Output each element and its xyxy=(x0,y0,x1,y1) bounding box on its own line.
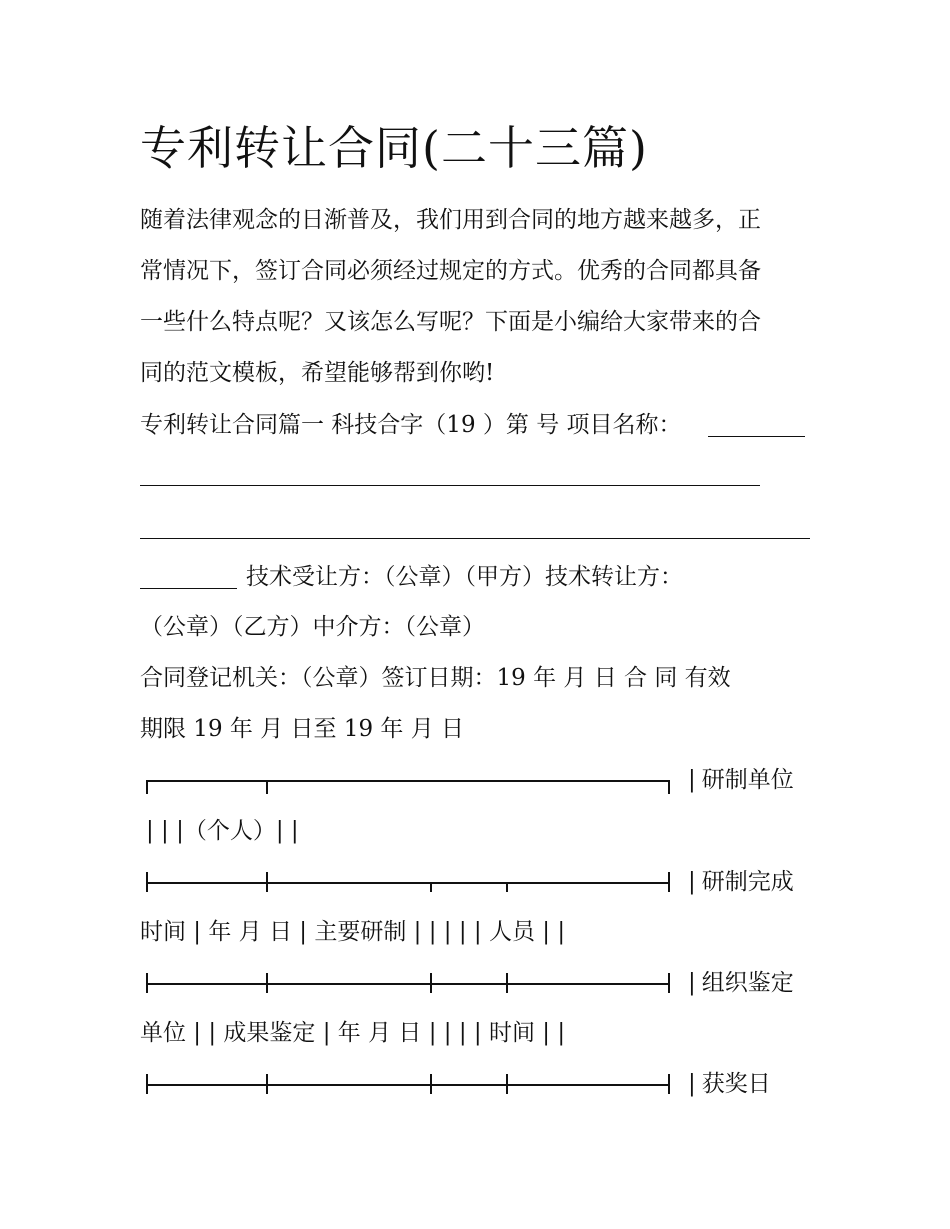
section1-header: 专利转让合同篇一 科技合字（19 ）第 号 项目名称： xyxy=(140,412,682,438)
table-row-1: | | |（个人）| | xyxy=(146,818,299,844)
intro-paragraph xyxy=(140,205,810,409)
table-tick xyxy=(266,872,268,892)
table-tick xyxy=(266,973,268,993)
table-tick xyxy=(506,882,508,892)
side-label-dev-complete xyxy=(688,867,794,897)
validity-line: 期限 19 年 月 日至 19 年 月 日 xyxy=(140,716,465,742)
intro-line: 常情况下，签订合同必须经过规定的方式。优秀的合同都具备 xyxy=(140,258,761,284)
table-tick xyxy=(430,973,432,993)
side-label-text: 研制单位 xyxy=(701,767,794,793)
side-bar: | xyxy=(688,970,696,996)
table-rule xyxy=(146,1084,670,1086)
side-bar: | xyxy=(688,1071,696,1097)
table-tick xyxy=(146,973,148,993)
side-label-dev-unit xyxy=(688,765,794,795)
table-row-3: 单位 | | 成果鉴定 | 年 月 日 | | | | 时间 | | xyxy=(140,1020,566,1046)
table-tick xyxy=(506,973,508,993)
table-tick xyxy=(506,1074,508,1094)
intro-line: 随着法律观念的日渐普及，我们用到合同的地方越来越多，正 xyxy=(140,207,761,233)
table-row-2: 时间 | 年 月 日 | 主要研制 | | | | | 人员 | | xyxy=(140,919,566,945)
side-label-text: 获奖日 xyxy=(701,1071,771,1097)
table-tick xyxy=(668,780,670,794)
parties-line-2: （公章）（乙方）中介方：（公章） xyxy=(140,614,485,640)
blank-line xyxy=(140,538,810,539)
registration-line: 合同登记机关：（公章）签订日期：19 年 月 日 合 同 有效 xyxy=(140,665,731,691)
side-label-award-date xyxy=(688,1069,771,1099)
table-tick xyxy=(430,882,432,892)
table-tick xyxy=(266,780,268,794)
table-tick xyxy=(668,973,670,993)
project-name-blank xyxy=(708,436,805,437)
table-rule xyxy=(146,780,670,782)
side-bar: | xyxy=(688,869,696,895)
side-label-text: 研制完成 xyxy=(701,869,794,895)
side-label-org-appraisal xyxy=(688,968,794,998)
intro-line: 一些什么特点呢？又该怎么写呢？下面是小编给大家带来的合 xyxy=(140,309,761,335)
side-bar: | xyxy=(688,767,696,793)
table-tick xyxy=(430,1074,432,1094)
table-tick xyxy=(266,1074,268,1094)
table-tick xyxy=(668,872,670,892)
table-rule xyxy=(146,983,670,985)
intro-line: 同的范文模板，希望能够帮到你哟! xyxy=(140,360,495,386)
side-label-text: 组织鉴定 xyxy=(701,970,794,996)
table-tick xyxy=(668,1074,670,1094)
parties-line-1: 技术受让方：（公章）（甲方）技术转让方： xyxy=(246,564,683,590)
table-tick xyxy=(146,872,148,892)
table-rule xyxy=(146,882,670,884)
table-tick xyxy=(146,780,148,794)
blank-line xyxy=(140,485,760,486)
page-title: 专利转让合同(二十三篇) xyxy=(140,121,648,175)
blank-line xyxy=(140,588,237,589)
table-tick xyxy=(146,1074,148,1094)
